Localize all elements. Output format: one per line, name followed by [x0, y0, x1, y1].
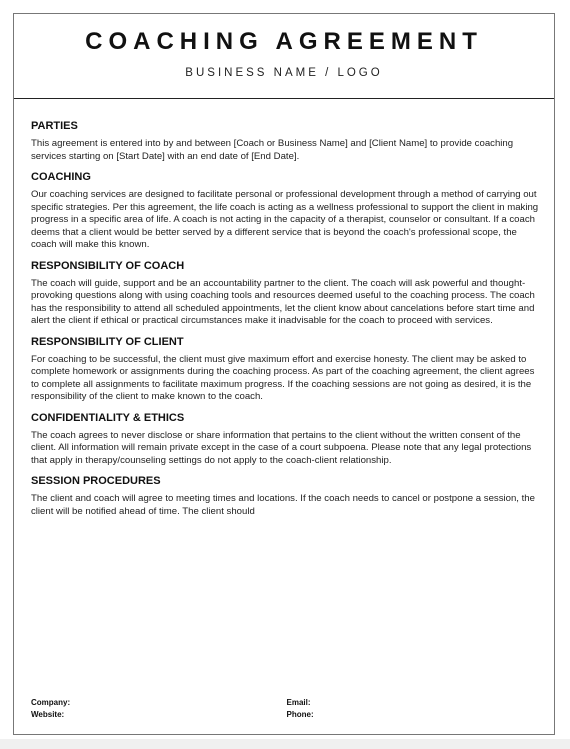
- footer-row: [31, 698, 542, 710]
- section-heading: SESSION PROCEDURES: [31, 475, 161, 487]
- business-name-logo: BUSINESS NAME / LOGO: [185, 67, 383, 79]
- section-text: This agreement is entered into by and between [Coach or Business Name] and [Client Name] to provide coaching services starting on [Start Date] with an end date of [End Date].: [31, 138, 514, 162]
- section-session-procedures: [31, 475, 542, 518]
- section-text: The coach will guide, support and be an accountability partner to the client. The coach will ask powerful and thought-provoking questions along with using coaching tools and resources deemed useful to the coaching process. The coach has the responsibility to attend all scheduled appointments, let the client know about cancelations before start time and alert the client if ethical or practical circumstances make it inadvisable for the coach to proceed with services.: [31, 277, 535, 326]
- section-text: The coach agrees to never disclose or share information that pertains to the client without the written consent of the client. All information will remain private except in the case of a court subpoena. Please note that any legal protections that apply in therapy/counseling settings do not apply to the coach-client relationship.: [31, 429, 532, 466]
- footer-row: [31, 710, 542, 722]
- section-text: For coaching to be successful, the client must give maximum effort and exercise honesty. The client may be asked to complete homework or assignments during the coaching process. As part of the coaching agreement, the client agrees to complete all assignments to facilitate maximum progress. If the coaching sessions are not going as desired, it is the responsibility of the client to make known to the coach.: [31, 353, 535, 402]
- section-heading: RESPONSIBILITY OF CLIENT: [31, 335, 184, 348]
- page-background-band: [0, 739, 570, 749]
- section-confidentiality: [31, 412, 542, 468]
- section-coaching: [31, 171, 542, 252]
- section-heading: COACHING: [31, 171, 91, 183]
- email-label: Email:: [286, 698, 311, 707]
- section-heading: RESPONSIBILITY OF COACH: [31, 259, 185, 272]
- section-responsibility-coach: [31, 260, 542, 328]
- page-footer: [31, 698, 542, 722]
- agreement-body: [31, 120, 542, 526]
- section-text: Our coaching services are designed to facilitate personal or professional development through a method of carrying out specific strategies. Per this agreement, the life coach is acting as a wellness professional to support the client in making progress in a specific area of life. A coach is not acting in the capacity of a therapist, counselor or consultant. If a coach deems that a client would be better served by a different service that is beyond the coach's professional scope, the coach will make this known.: [31, 189, 539, 250]
- section-heading: PARTIES: [31, 120, 78, 132]
- section-text: The client and coach will agree to meeting times and locations. If the coach needs to cancel or postpone a session, the client will be notified ahead of time. The client should: [31, 493, 535, 517]
- document-title: COACHING AGREEMENT: [85, 28, 483, 55]
- section-heading: CONFIDENTIALITY & ETHICS: [31, 411, 185, 424]
- website-label: Website:: [31, 710, 65, 719]
- document-page: [13, 13, 555, 735]
- company-label: Company:: [31, 698, 71, 707]
- section-responsibility-client: [31, 336, 542, 404]
- section-parties: [31, 120, 542, 163]
- phone-label: Phone:: [286, 710, 314, 719]
- header-divider: [14, 98, 554, 99]
